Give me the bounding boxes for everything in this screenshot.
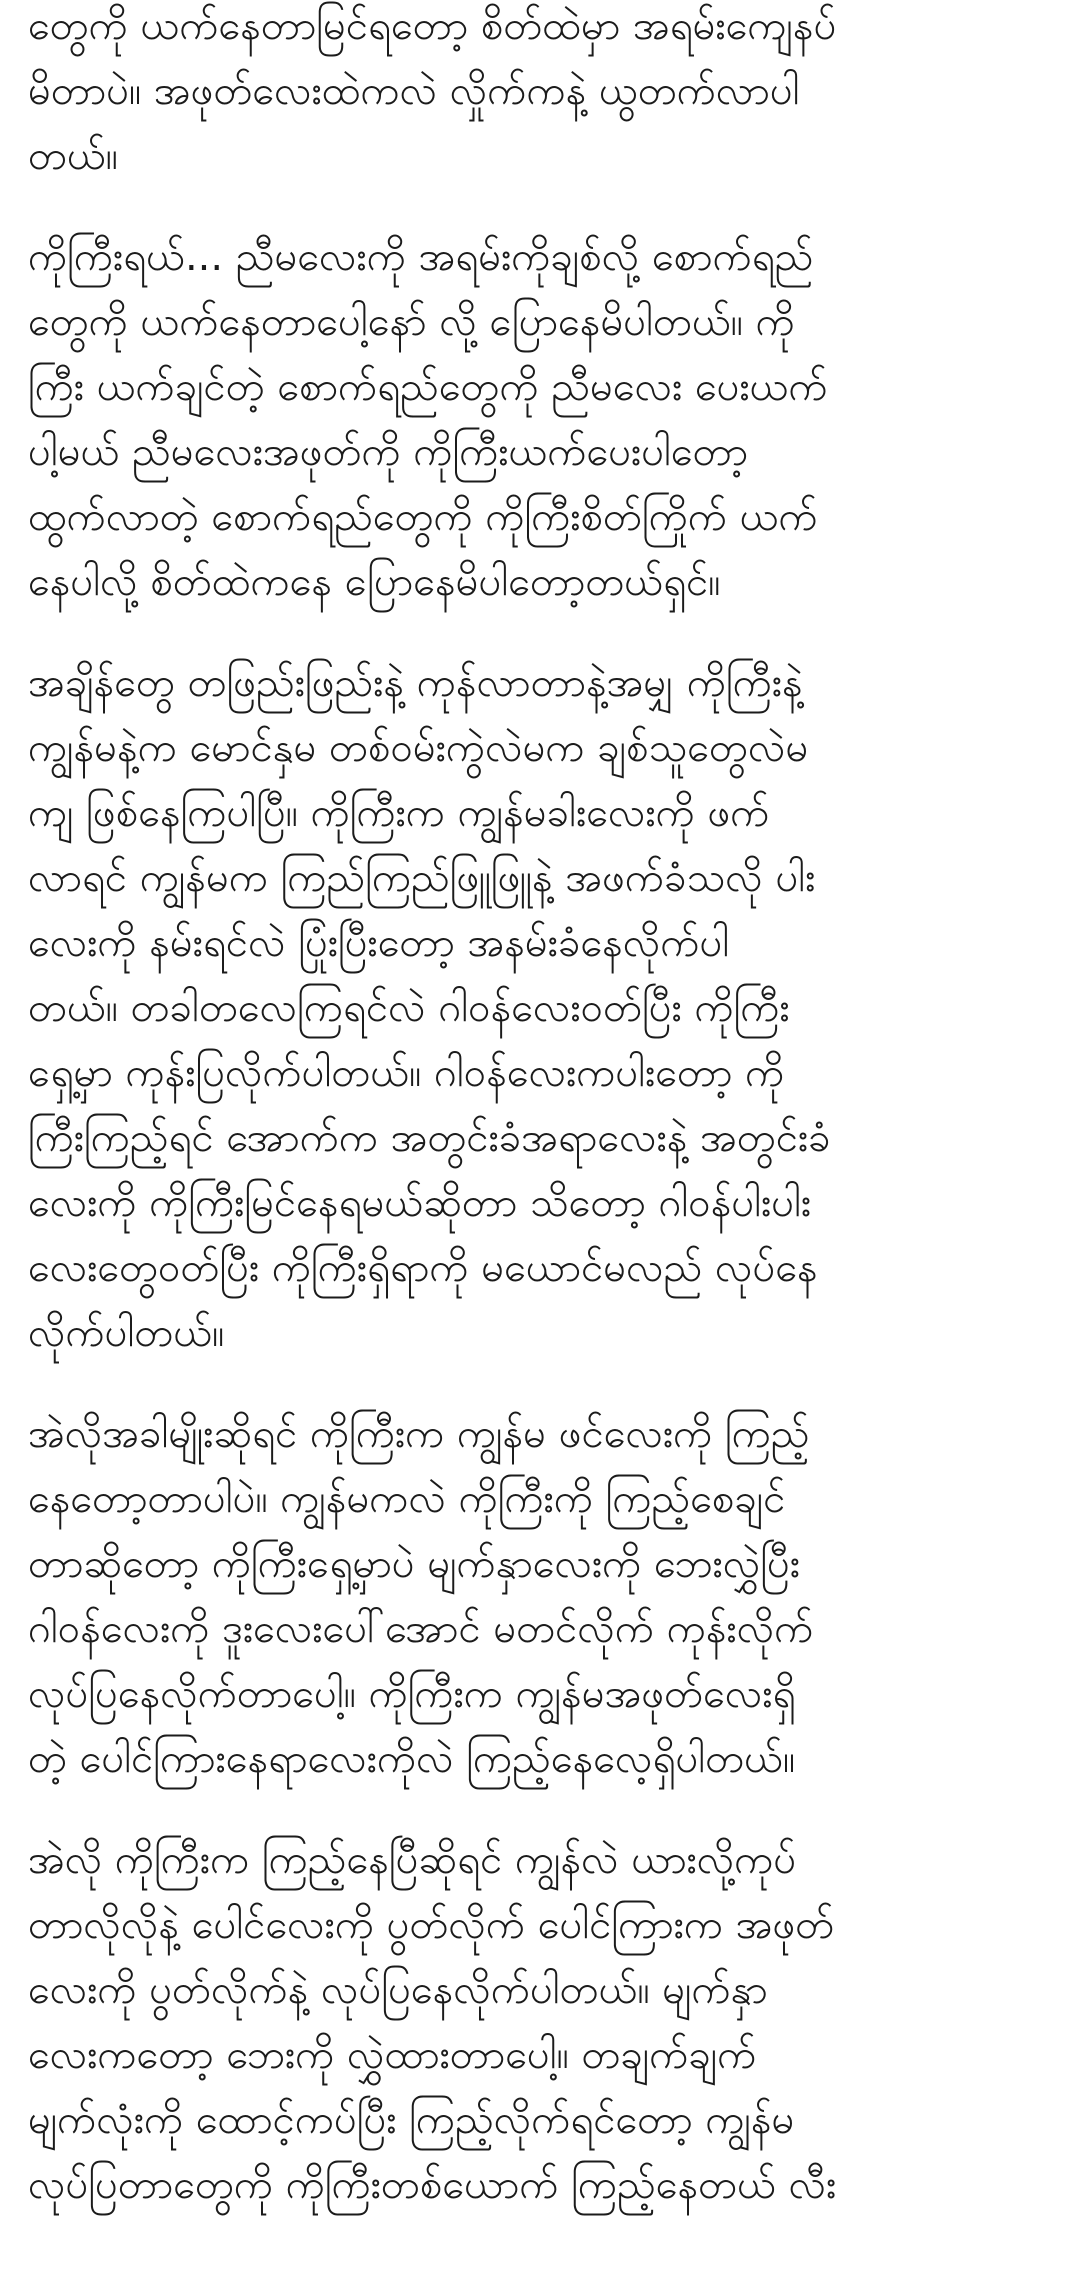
paragraph-4: အဲလိုအခါမျိုးဆိုရင် ကိုကြီးက ကျွန်မ ဖင်လေးကို ကြည့် နေတော့တာပါပဲ။ ကျွန်မကလဲ ကိုကြီးကို ကြည့်စေချင် တာဆိုတော့ ကိုကြီးရှေ့မှာပဲ မျက်နှာလေးကို ဘေးလွှဲပြီး ဂါဝန်လေးကို ဒူးလေးပေါ်အောင် မတင်လိုက် ကုန်းလိုက် လုပ်ပြနေလိုက်တာပေါ့။ ကိုကြီးက ကျွန်မအဖုတ်လေးရှိ တဲ့ ပေါင်ကြားနေရာလေးကိုလဲ ကြည့်နေလေ့ရှိပါတယ်။ <box>28 1411 814 1782</box>
paragraph-5: အဲလို ကိုကြီးက ကြည့်နေပြီဆိုရင် ကျွန်လဲ ယားလို့ကုပ် တာလိုလိုနဲ့ ပေါင်လေးကို ပွတ်လိုက် ပေါင်ကြားက အဖုတ် လေးကို ပွတ်လိုက်နဲ့ လုပ်ပြနေလိုက်ပါတယ်။ မျက်နှာ လေးကတော့ ဘေးကို လွှဲထားတာပေါ့။ တချက်ချက် မျက်လုံးကို ထောင့်ကပ်ပြီး ကြည့်လိုက်ရင်တော့ ကျွန်မ လုပ်ပြတာတွေကို ကိုကြီးတစ်ယောက် ကြည့်နေတယ် လီး <box>28 1837 837 2208</box>
article-body <box>28 0 1058 2254</box>
paragraph-3: အချိန်တွေ တဖြည်းဖြည်းနဲ့ ကုန်လာတာနဲ့အမျှ ကိုကြီးနဲ့ ကျွန်မနဲ့က မောင်နှမ တစ်ဝမ်းကွဲလဲမက ချစ်သူတွေလဲမ ကျ ဖြစ်နေကြပါပြီ။ ကိုကြီးက ကျွန်မခါးလေးကို ဖက် လာရင် ကျွန်မက ကြည်ကြည်ဖြူဖြူနဲ့ အဖက်ခံသလို ပါး လေးကို နမ်းရင်လဲ ပြုံးပြီးတော့ အနမ်းခံနေလိုက်ပါ တယ်။ တခါတလေကြရင်လဲ ဂါဝန်လေးဝတ်ပြီး ကိုကြီး ရှေ့မှာ ကုန်းပြလိုက်ပါတယ်။ ဂါဝန်လေးကပါးတော့ ကို ကြီးကြည့်ရင် အောက်က အတွင်းခံအရာလေးနဲ့ အတွင်းခံ လေးကို ကိုကြီးမြင်နေရမယ်ဆိုတာ သိတော့ ဂါဝန်ပါးပါး လေးတွေဝတ်ပြီး ကိုကြီးရှိရာကို မယောင်မလည် လုပ်နေ လိုက်ပါတယ်။ <box>28 660 831 1356</box>
paragraph-2: ကိုကြီးရယ်... ညီမလေးကို အရမ်းကိုချစ်လို့ စောက်ရည် တွေကို ယက်နေတာပေါ့နော် လို့ ပြောနေမိပါတယ်။ ကို ကြီး ယက်ချင်တဲ့ စောက်ရည်တွေကို ညီမလေး ပေးယက် ပါ့မယ် ညီမလေးအဖုတ်ကို ကိုကြီးယက်ပေးပါတော့ ထွက်လာတဲ့ စောက်ရည်တွေကို ကိုကြီးစိတ်ကြိုက် ယက် နေပါလို့ စိတ်ထဲကနေ ပြောနေမိပါတော့တယ်ရှင်။ <box>28 234 828 605</box>
paragraph-1: တွေကို ယက်နေတာမြင်ရတော့ စိတ်ထဲမှာ အရမ်းကျေနပ် မိတာပဲ။ အဖုတ်လေးထဲကလဲ လှိုက်ကနဲ့ ယွတက်လာပါ တယ်။ <box>28 3 837 179</box>
